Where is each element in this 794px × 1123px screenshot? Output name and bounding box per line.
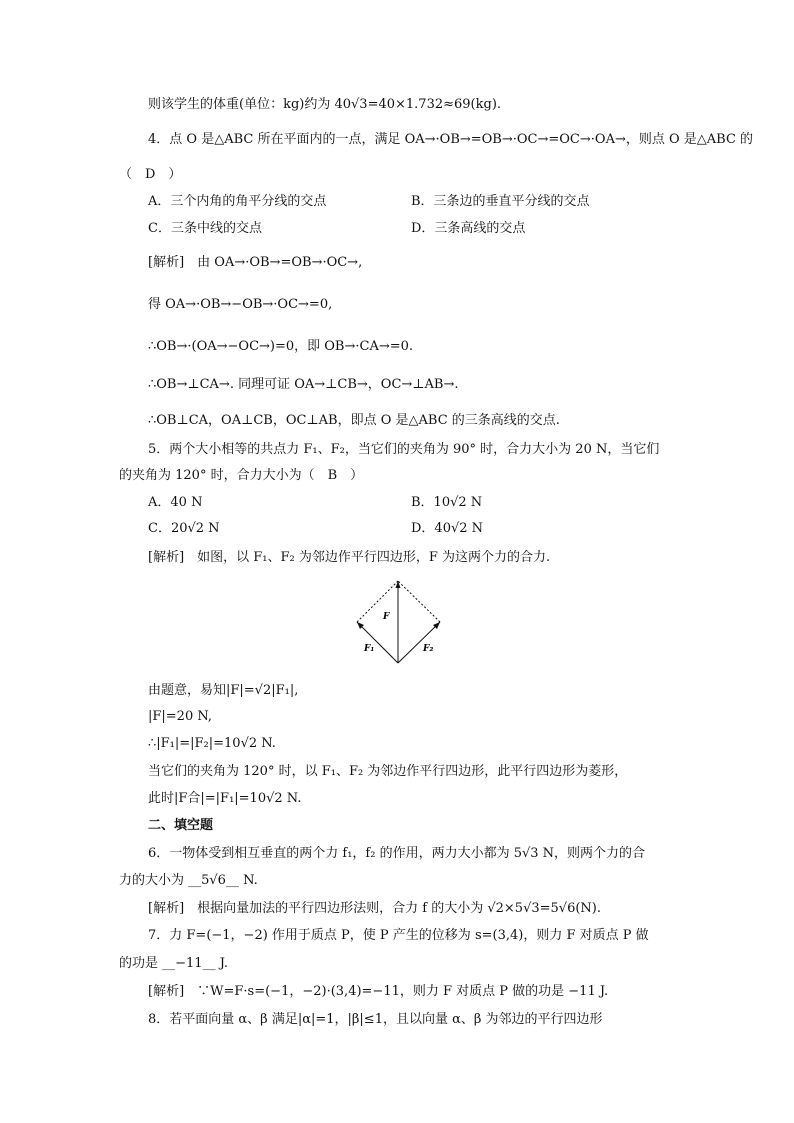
- question-4-answer: （ D ）: [119, 167, 182, 182]
- force-f1-line: [357, 622, 398, 663]
- analysis-line: [解析] 如图，以 F₁、F₂ 为邻边作平行四边形，F 为这两个力的合力.: [148, 550, 551, 565]
- option-d: D．40√2 N: [411, 521, 484, 536]
- option-a: A．40 N: [148, 495, 203, 510]
- label-f1: F₁: [364, 644, 375, 654]
- analysis-line: [解析] ∵W=F·s=(−1，−2)·(3,4)=−11，则力 F 对质点 P 做的功是 −11 J.: [148, 984, 609, 999]
- analysis-line: 由题意，易知|F|=√2|F₁|,: [148, 683, 299, 698]
- option-d: D．三条高线的交点: [411, 221, 526, 236]
- option-b: B．三条边的垂直平分线的交点: [411, 194, 590, 209]
- option-b: B．10√2 N: [411, 495, 483, 510]
- label-f2: F₂: [423, 644, 434, 654]
- option-c: C．三条中线的交点: [148, 221, 262, 236]
- analysis-line: ∴OB→⊥CA→. 同理可证 OA→⊥CB→，OC→⊥AB→.: [148, 377, 459, 392]
- force-f2-line: [398, 622, 440, 663]
- dashed-edge: [357, 581, 398, 622]
- analysis-line: 得 OA→·OB→−OB→·OC→=0,: [148, 297, 333, 312]
- question-7: 的功是 __−11__ J.: [119, 956, 229, 971]
- label-f: F: [383, 612, 390, 622]
- option-c: C．20√2 N: [148, 521, 220, 536]
- analysis-line: 此时|F合|=|F₁|=10√2 N.: [148, 791, 302, 806]
- option-a: A．三个内角的角平分线的交点: [148, 194, 327, 209]
- dashed-edge: [398, 581, 440, 622]
- question-5: 5．两个大小相等的共点力 F₁、F₂，当它们的夹角为 90° 时，合力大小为 20 N，当它们: [148, 442, 660, 457]
- question-5: 的夹角为 120° 时，合力大小为（ B ）: [119, 468, 364, 483]
- analysis-line: ∴|F₁|=|F₂|=10√2 N.: [148, 736, 276, 751]
- analysis-line: [解析] 由 OA→·OB→=OB→·OC→,: [148, 255, 363, 270]
- analysis-line: 当它们的夹角为 120° 时，以 F₁、F₂ 为邻边作平行四边形，此平行四边形为菱形，: [148, 764, 628, 779]
- question-6: 力的大小为 __5√6__ N.: [119, 873, 258, 888]
- analysis-line: [解析] 根据向量加法的平行四边形法则，合力 f 的大小为 √2×5√3=5√6(N).: [148, 901, 601, 916]
- text-line: 则该学生的体重(单位：kg)约为 40√3=40×1.732≈69(kg).: [148, 97, 502, 112]
- question-4: 4．点 O 是△ABC 所在平面内的一点，满足 OA→·OB→=OB→·OC→=OC→·OA→，则点 O 是△ABC 的: [148, 132, 754, 147]
- section-heading: 二、填空题: [148, 818, 214, 833]
- analysis-line: ∴OB⊥CA，OA⊥CB，OC⊥AB，即点 O 是△ABC 的三条高线的交点.: [148, 413, 560, 428]
- question-8: 8．若平面向量 α、β 满足|α|=1，|β|≤1，且以向量 α、β 为邻边的平行四边形: [148, 1012, 603, 1027]
- question-6: 6．一物体受到相互垂直的两个力 f₁，f₂ 的作用，两力大小都为 5√3 N，则两个力的合: [148, 846, 646, 861]
- analysis-line: |F|=20 N,: [148, 709, 213, 724]
- question-7: 7．力 F=(−1，−2) 作用于质点 P，使 P 产生的位移为 s=(3,4)，则力 F 对质点 P 做: [148, 928, 649, 943]
- analysis-line: ∴OB→·(OA→−OC→)=0，即 OB→·CA→=0.: [148, 339, 414, 354]
- force-parallelogram-figure: [352, 579, 446, 665]
